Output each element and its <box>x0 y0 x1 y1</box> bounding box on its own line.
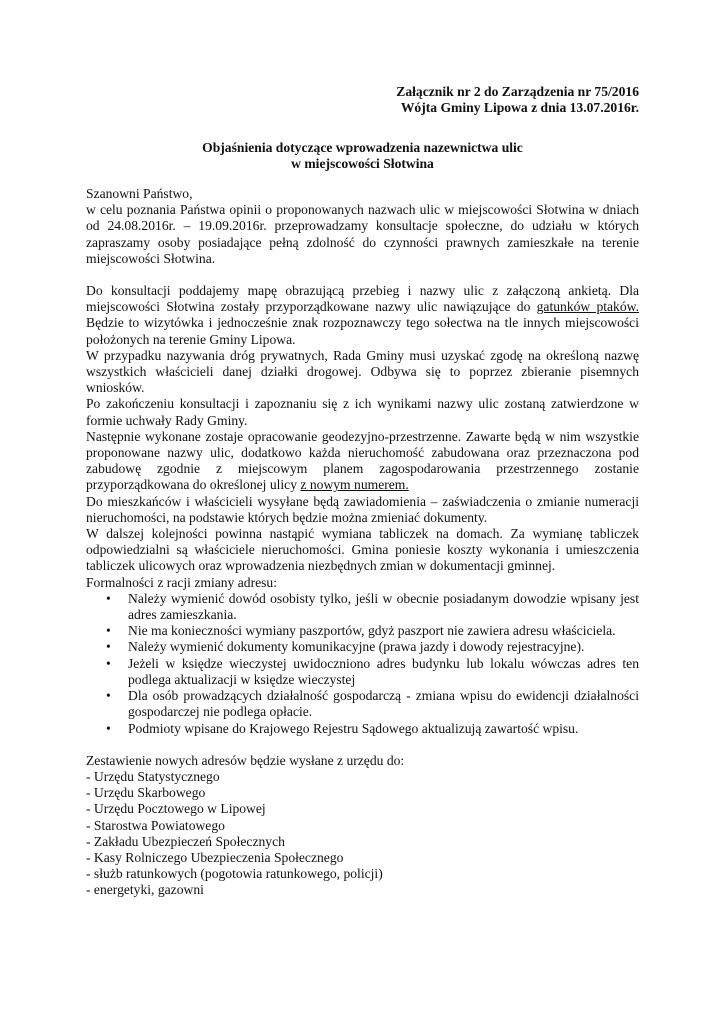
addresses-list <box>86 769 639 899</box>
addresses-intro: Zestawienie nowych adresów będzie wysłane z urzędu do: <box>86 752 405 768</box>
geodesy-text: Następnie wykonane zostaje opracowanie geodezyjno-przestrzenne. Zawarte będą w nim wszystkie proponowane nazwy ulic, dodatkowo każda nieruchomość zabudowana oraz przeznaczona pod zabudowę zgodnie z miejscowym planem zagospodarowania przestrzennego zostanie przyporządkowana do określonej ulicy <box>86 428 639 493</box>
private-roads-paragraph: W przypadku nazywania dróg prywatnych, Rada Gminy musi uzyskać zgodę na określoną nazwę wszystkich właścicieli danej działki drogowej. Odbywa się to poprzez zbieranie pisemnych wniosków. <box>86 347 639 396</box>
bullet-icon: • <box>106 655 111 671</box>
list-item: - Urzędu Skarbowego <box>86 785 206 801</box>
consultation-text-rest: Będzie to wizytówka i jednocześnie znak rozpoznawczy tego sołectwa na tle innych miejscowości położonych na terenie Gminy Lipowa. <box>86 315 639 347</box>
plates-paragraph: W dalszej kolejności powinna nastąpić wymiana tabliczek na domach. Za wymianę tabliczek odpowiedzialni są właściciele nieruchomości. Gmina poniesie koszty wykonania i umieszczenia tabliczek ulicowych oraz wprowadzenia niezbędnych zmian w dokumentacji gminnej. <box>86 526 639 574</box>
list-item: • Podmioty wpisane do Krajowego Rejestru Sądowego aktualizują zawartość wpisu. <box>106 720 579 736</box>
list-item: • Nie ma konieczności wymiany paszportów, gdyż paszport nie zawiera adresu właściciela. <box>106 623 616 639</box>
list-item: - energetyki, gazowni <box>86 882 204 898</box>
salutation: Szanowni Państwo, <box>86 186 193 201</box>
geodesy-paragraph <box>86 429 639 494</box>
bird-species-underlined: gatunków ptaków. <box>536 299 639 315</box>
formalities-list <box>86 591 639 737</box>
list-item: • Dla osób prowadzących działalność gospodarczą - zmiana wpisu do ewidencji działalności gospodarczej nie podlega opłacie. <box>106 688 639 720</box>
consultation-paragraph <box>86 283 639 348</box>
title-line-1: Objaśnienia dotyczące wprowadzenia nazewnictwa ulic <box>202 140 523 155</box>
list-item: - służb ratunkowych (pogotowia ratunkowego, policji) <box>86 866 383 882</box>
list-item: • Należy wymienić dowód osobisty tylko, jeśli w obecnie posiadanym dowodzie wpisany jest adres zamieszkania. <box>106 590 639 623</box>
notifications-paragraph: Do mieszkańców i właścicieli wysyłane będą zawiadomienia – zaświadczenia o zmianie numeracji nieruchomości, na podstawie których będzie można zmieniać dokumenty. <box>86 493 639 525</box>
list-item: - Zakładu Ubezpieczeń Społecznych <box>86 833 285 849</box>
bullet-icon: • <box>106 639 111 655</box>
bullet-icon: • <box>106 688 111 704</box>
spacer <box>86 737 639 753</box>
intro-paragraph: w celu poznania Państwa opinii o proponowanych nazwach ulic w miejscowości Słotwina w dniach od 24.08.2016r. – 19.09.2016r. przeprowadzamy konsultacje społeczne, do udziału w których zapraszamy osoby posiadające pełną zdolność do czynności prawnych zamieszkałe na terenie miejscowości Słotwina. <box>86 202 639 266</box>
consultation-text: Do konsultacji poddajemy mapę obrazującą przebieg i nazwy ulic z załączoną ankietą. Dla miejscowości Słotwina zostały przyporządkowane nazwy ulic nawiązujące do <box>86 283 639 315</box>
list-item: • Jeżeli w księdze wieczystej uwidoczniono adres budynku lub lokalu wówczas adres ten podlega aktualizacji w księdze wieczystej <box>106 655 639 687</box>
bullet-icon: • <box>106 720 111 736</box>
spacer <box>86 267 639 283</box>
header-mayor-line: Wójta Gminy Lipowa z dnia 13.07.2016r. <box>400 100 639 116</box>
bullet-icon: • <box>106 590 111 606</box>
new-number-underlined: z nowym numerem. <box>300 477 409 493</box>
approval-paragraph: Po zakończeniu konsultacji i zapoznaniu się z ich wynikami nazwy ulic zostaną zatwierdzone w formie uchwały Rady Gminy. <box>86 396 639 428</box>
list-item: • Należy wymienić dokumenty komunikacyjne (prawa jazdy i dowody rejestracyjne). <box>106 639 585 655</box>
document-title <box>0 140 725 172</box>
list-item: - Urzędu Statystycznego <box>86 768 220 784</box>
title-line-2: w miejscowości Słotwina <box>291 156 434 172</box>
list-item: - Urzędu Pocztowego w Lipowej <box>86 801 266 817</box>
list-item: - Kasy Rolniczego Ubezpieczenia Społecznego <box>86 849 344 865</box>
document-header <box>396 84 639 116</box>
list-item: - Starostwa Powiatowego <box>86 817 225 833</box>
document-body <box>86 186 639 899</box>
bullet-icon: • <box>106 623 111 639</box>
header-annex-line: Załącznik nr 2 do Zarządzenia nr 75/2016 <box>396 84 639 99</box>
formalities-intro: Formalności z racji zmiany adresu: <box>86 574 278 590</box>
